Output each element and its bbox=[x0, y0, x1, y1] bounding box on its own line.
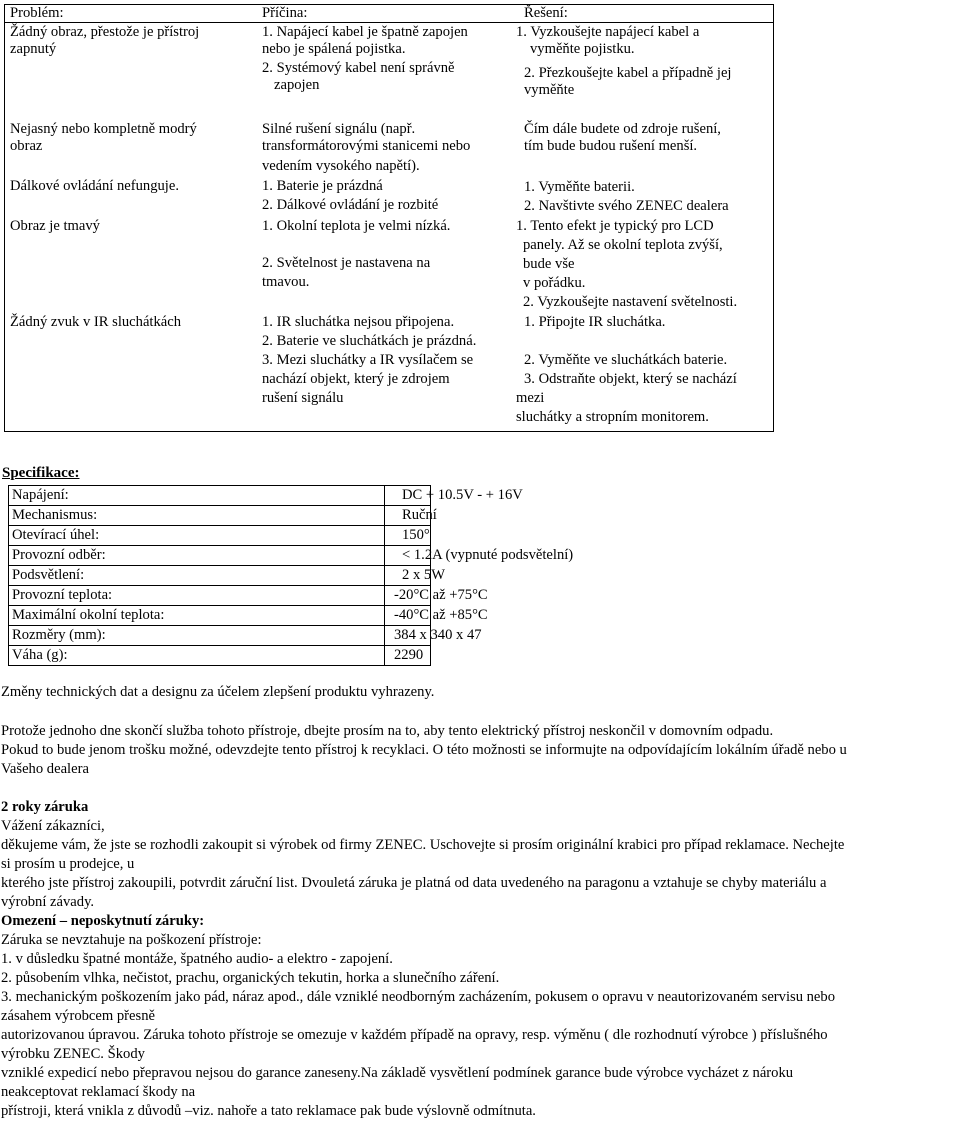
problem-cell: Žádný obraz, přestože je přístroj zapnutý bbox=[10, 24, 200, 57]
solution-cell: 1. Připojte IR sluchátka. 2. Vyměňte ve sluchátkách baterie. 3. Odstraňte objekt, který se nachází mezi sluchátky a stropním monitorem. bbox=[516, 314, 737, 425]
warranty-title: 2 roky záruka bbox=[1, 799, 89, 815]
problem-cell: Dálkové ovládání nefunguje. bbox=[10, 178, 179, 194]
cause-cell: 1. Napájecí kabel je špatně zapojen nebo je spálená pojistka. 2. Systémový kabel není správně zapojen bbox=[262, 24, 468, 93]
spec-row: Provozní odběr: < 1.2A (vypnuté podsvětelní) bbox=[12, 547, 574, 563]
disposal-note: Protože jednoho dne skončí služba tohoto přístroje, dbejte prosím na to, aby tento elektrický přístroj neskončil v domovním odpadu. Pokud to bude jenom trošku možné, odevzdejte tento přístroj k recyklaci. O této možnosti se informujte na odpovídajícím lokálním úřadě nebo u Vašeho dealera bbox=[1, 723, 847, 777]
solution-cell: 1. Tento efekt je typický pro LCD panely. Až se okolní teplota zvýší, bude vše v pořádku. 2. Vyzkoušejte nastavení světelnosti. bbox=[516, 218, 738, 310]
warranty-salutation: Vážení zákazníci, bbox=[1, 818, 105, 834]
header-problem: Problém: bbox=[10, 5, 64, 21]
warranty-section: 2 roky záruka Vážení zákazníci, děkujeme vám, že jste se rozhodli zakoupit si výrobek od firmy ZENEC. Uschovejte si prosím originální krabici pro případ reklamace. Nechejte si prosím u prodejce, u kterého jste přístroj zakoupili, potvrdit záruční list. Dvouletá záruka je platná od data uvedeného na paragonu a vztahuje se chyby materiálu a výrobní závady. Omezení – neposkytnutí záruky: Záruka se nevztahuje na poškození přístroje: 1. v důsledku špatné montáže, špatného audio- a elektro - zapojení. 2. působením vlhka, nečistot, prachu, organických tekutin, horka a slunečního záření. 3. mechanickým poškozením jako pád, náraz apod., dále vzniklé neodborným zacházením, pokusem o opravu v neautorizovaném servisu nebo zásahem výrobcem přesně autorizovanou úpravou. Záruka tohoto přístroje se omezuje v každém případě na opravy, resp. výměnu ( dle rozhodnutí výrobce ) příslušného výrobku ZENEC. Škody vzniklé expedicí nebo přepravou nejsou do garance zaneseny.Na základě vysvětlení podmínek garance bude výrobce vycházet z nároku neakceptovat reklamací škody na přístroji, která vnikla z důvodů –viz. nahoře a tato reklamace pak bude výslovně odmítnuta. bbox=[1, 799, 959, 1120]
spec-row: Maximální okolní teplota: -40°C až +85°C bbox=[12, 607, 488, 623]
problem-cell: Žádný zvuk v IR sluchátkách bbox=[10, 314, 182, 330]
cause-cell: 1. IR sluchátka nejsou připojena. 2. Baterie ve sluchátkách je prázdná. 3. Mezi sluchátky a IR vysílačem se nachází objekt, který je zdrojem rušení signálu bbox=[262, 314, 477, 406]
spec-row: Mechanismus: Ruční bbox=[12, 507, 437, 523]
spec-row: Váha (g): 2290 bbox=[12, 647, 424, 663]
spec-row: Provozní teplota: -20°C až +75°C bbox=[12, 587, 488, 603]
cause-cell: Silné rušení signálu (např. transformátorovými stanicemi nebo vedením vysokého napětí). bbox=[262, 121, 471, 174]
header-cause: Příčina: bbox=[262, 5, 308, 21]
header-solution: Řešení: bbox=[524, 5, 568, 21]
cause-cell: 1. Baterie je prázdná 2. Dálkové ovládání je rozbité bbox=[262, 178, 439, 213]
changes-note: Změny technických dat a designu za účelem zlepšení produktu vyhrazeny. bbox=[1, 684, 435, 700]
solution-cell: 1. Vyzkoušejte napájecí kabel a vyměňte pojistku. 2. Přezkoušejte kabel a případně jej vyměňte bbox=[516, 24, 732, 98]
limits-title: Omezení – neposkytnutí záruky: bbox=[1, 913, 205, 929]
problem-cell: Nejasný nebo kompletně modrý obraz bbox=[10, 121, 197, 154]
specs-title: Specifikace: bbox=[2, 465, 80, 481]
spec-row: Otevírací úhel: 150° bbox=[12, 527, 430, 543]
cause-cell: 1. Okolní teplota je velmi nízká. 2. Světelnost je nastavena na tmavou. bbox=[262, 218, 451, 290]
problem-cell: Obraz je tmavý bbox=[10, 218, 100, 234]
spec-row: Podsvětlení: 2 x 5W bbox=[12, 567, 445, 583]
spec-row: Rozměry (mm): 384 x 340 x 47 bbox=[12, 627, 482, 643]
spec-row: Napájení: DC + 10.5V - + 16V bbox=[12, 487, 523, 503]
solution-cell: 1. Vyměňte baterii. 2. Navštivte svého ZENEC dealera bbox=[524, 179, 729, 214]
solution-cell: Čím dále budete od zdroje rušení, tím bude budou rušení menší. bbox=[524, 121, 721, 154]
